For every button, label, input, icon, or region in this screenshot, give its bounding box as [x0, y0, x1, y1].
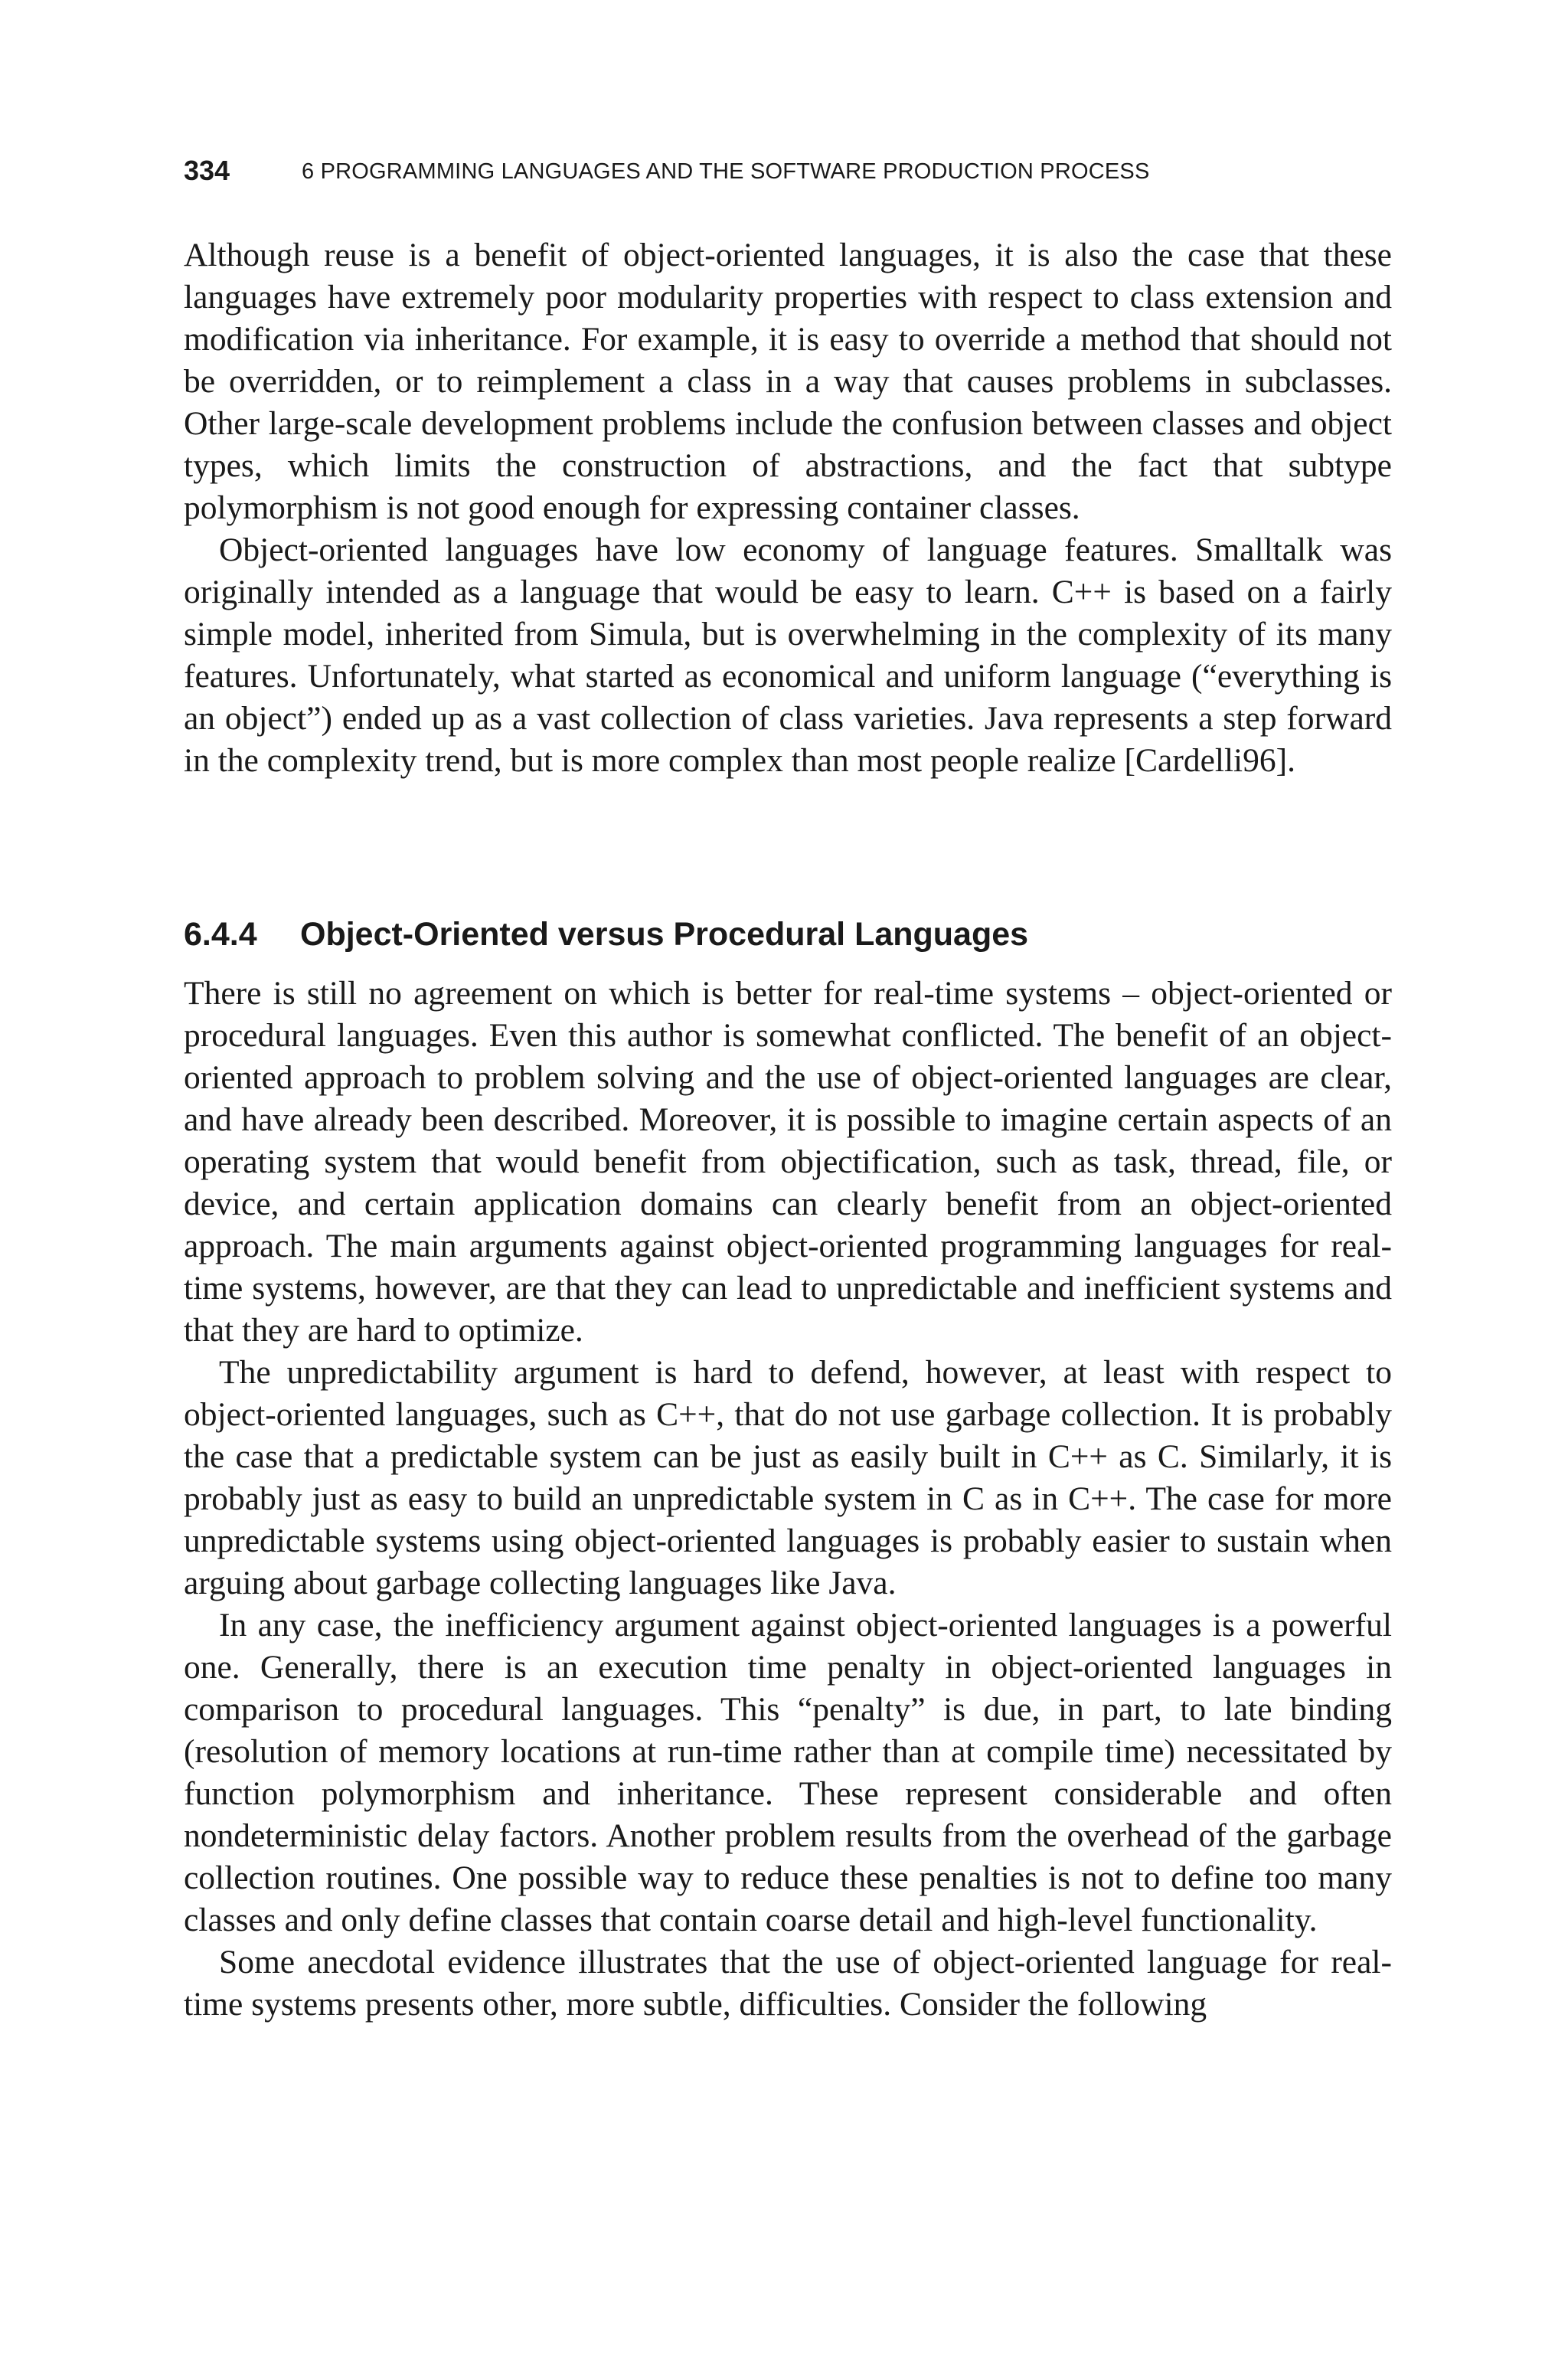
paragraph: Some anecdotal evidence illustrates that the use of object-oriented language for real-time systems presents other, more subtle, difficulties. Consider the following: [184, 1944, 1392, 2023]
paragraph: In any case, the inefficiency argument against object-oriented languages is a powerful one. Generally, there is an execution time penalty in object-oriented languages in comparison to procedural languages. This “penalty” is due, in part, to late binding (resolution of memory locations at run-time rather than at compile time) necessitated by function polymorphism and inheritance. These represent considerable and often nondeterministic delay factors. Another problem results from the overhead of the garbage collection routines. One possible way to reduce these penalties is not to define too many classes and only define classes that contain coarse detail and high-level functionality.: [184, 1607, 1392, 1938]
section-title: Object-Oriented versus Procedural Languages: [300, 916, 1029, 953]
paragraph: Although reuse is a benefit of object-oriented languages, it is also the case that these languages have extremely poor modularity properties with respect to class extension and modification via inheritance. For example, it is easy to override a method that should not be overridden, or to reimplement a class in a way that causes problems in subclasses. Other large-scale development problems include the confusion between classes and object types, which limits the construction of abstractions, and the fact that subtype polymorphism is not good enough for expressing container classes.: [184, 237, 1392, 526]
text-block-bottom: [184, 973, 1392, 2026]
text-block-top: [184, 234, 1392, 782]
running-head: 6 PROGRAMMING LANGUAGES AND THE SOFTWARE PRODUCTION PROCESS: [302, 159, 1150, 184]
page-number: 334: [184, 155, 230, 186]
page-header: [184, 153, 1393, 199]
paragraph: Object-oriented languages have low economy of language features. Smalltalk was originally intended as a language that would be easy to learn. C++ is based on a fairly simple model, inherited from Simula, but is overwhelming in the complexity of its many features. Unfortunately, what started as economical and uniform language (“everything is an object”) ended up as a vast collection of class varieties. Java represents a step forward in the complexity trend, but is more complex than most people realize [Cardelli96].: [184, 531, 1392, 779]
paragraph: There is still no agreement on which is better for real-time systems – object-oriented or procedural languages. Even this author is somewhat conflicted. The benefit of an object-oriented approach to problem solving and the use of object-oriented languages are clear, and have already been described. Moreover, it is possible to imagine certain aspects of an operating system that would benefit from objectification, such as task, thread, file, or device, and certain application domains can clearly benefit from an object-oriented approach. The main arguments against object-oriented programming languages for real-time systems, however, are that they can lead to unpredictable and inefficient systems and that they are hard to optimize.: [184, 975, 1392, 1349]
section-heading: [184, 916, 1028, 953]
section-number: 6.4.4: [184, 916, 257, 953]
paragraph: The unpredictability argument is hard to defend, however, at least with respect to object-oriented languages, such as C++, that do not use garbage collection. It is probably the case that a predictable system can be just as easily built in C++ as C. Similarly, it is probably just as easy to build an unpredictable system in C as in C++. The case for more unpredictable systems using object-oriented languages is probably easier to sustain when arguing about garbage collecting languages like Java.: [184, 1354, 1392, 1601]
